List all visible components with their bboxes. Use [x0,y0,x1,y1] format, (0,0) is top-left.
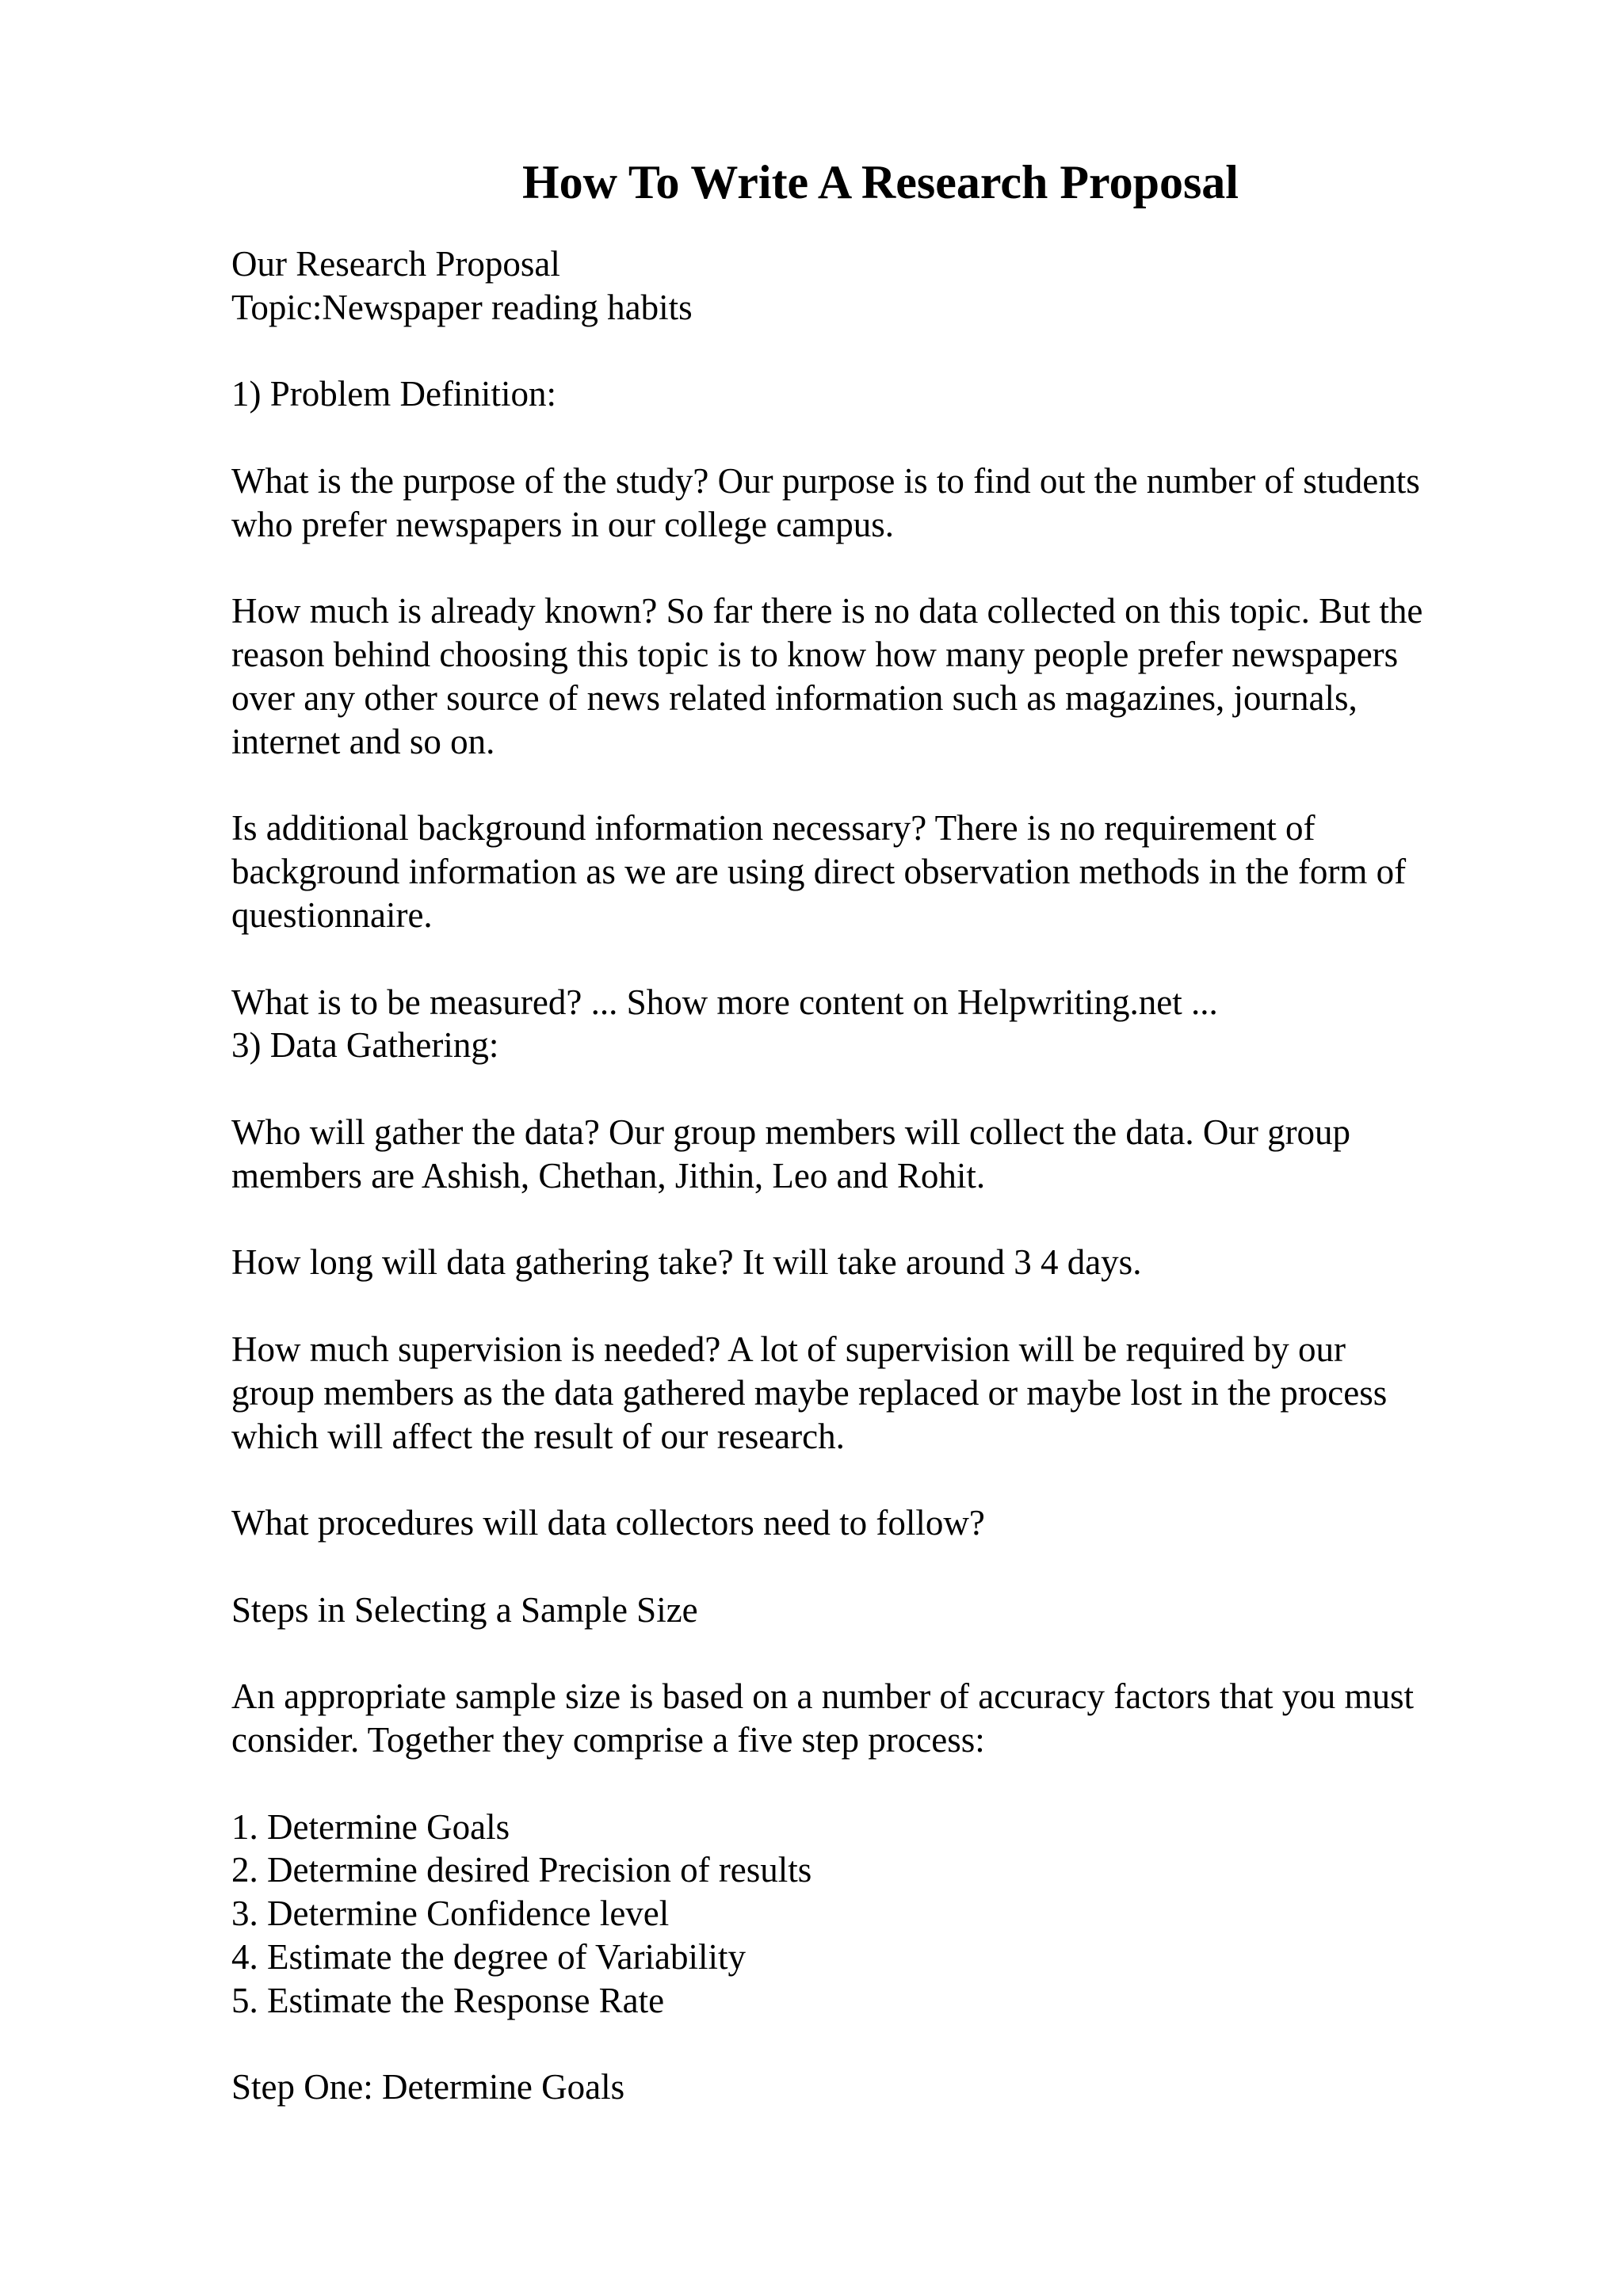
text-line: What procedures will data collectors need to follow? [231,1503,985,1543]
paragraph-gap [231,937,1499,981]
document-body [231,242,1499,2109]
text-line: internet and so on. [231,721,495,761]
paragraph-gap [231,330,1499,373]
text-line: 5. Estimate the Response Rate [231,1980,665,2020]
text-line: What is the purpose of the study? Our purpose is to find out the number of students [231,460,1420,501]
paragraph-gap [231,416,1499,460]
text-line: background information as we are using direct observation methods in the form of [231,852,1407,892]
text-line: members are Ashish, Chethan, Jithin, Leo and Rohit. [231,1155,986,1196]
text-line: 1. Determine Goals [231,1806,510,1847]
paragraph-gap [231,2023,1499,2066]
paragraph-gap [231,1284,1499,1328]
paragraph-gap [231,1067,1499,1111]
text-line: Who will gather the data? Our group members will collect the data. Our group [231,1112,1351,1152]
text-line: Is additional background information necessary? There is no requirement of [231,808,1316,849]
text-line: 4. Estimate the degree of Variability [231,1937,746,1978]
text-line: 3. Determine Confidence level [231,1894,670,1934]
text-line: Step One: Determine Goals [231,2067,625,2107]
text-line: who prefer newspapers in our college campus. [231,504,894,544]
text-line: questionnaire. [231,894,433,935]
text-line: 1) Problem Definition: [231,374,556,414]
text-line: Steps in Selecting a Sample Size [231,1589,698,1630]
paragraph-gap [231,1198,1499,1241]
paragraph-gap [231,1545,1499,1589]
paragraph-gap [231,1458,1499,1501]
paragraph-gap [231,1632,1499,1676]
text-line: How much supervision is needed? A lot of supervision will be required by our [231,1329,1346,1369]
text-line: group members as the data gathered maybe replaced or maybe lost in the process [231,1372,1388,1413]
text-line: consider. Together they comprise a five step process: [231,1720,985,1760]
text-line: How much is already known? So far there is no data collected on this topic. But the [231,591,1423,631]
text-line: Our Research Proposal [231,244,560,284]
paragraph-gap [231,1762,1499,1806]
text-line: over any other source of news related information such as magazines, journals, [231,677,1358,718]
page-title: How To Write A Research Proposal [522,156,1239,208]
text-line: Topic:Newspaper reading habits [231,287,693,327]
text-line: 2. Determine desired Precision of results [231,1850,812,1890]
text-line: An appropriate sample size is based on a number of accuracy factors that you must [231,1676,1414,1717]
paragraph-gap [231,764,1499,807]
text-line: which will affect the result of our research. [231,1416,845,1456]
text-line: What is to be measured? ... Show more content on Helpwriting.net ... [231,982,1218,1022]
paragraph-gap [231,547,1499,590]
text-line: 3) Data Gathering: [231,1025,499,1066]
text-line: How long will data gathering take? It will take around 3 4 days. [231,1242,1142,1283]
text-line: reason behind choosing this topic is to know how many people prefer newspapers [231,635,1399,675]
